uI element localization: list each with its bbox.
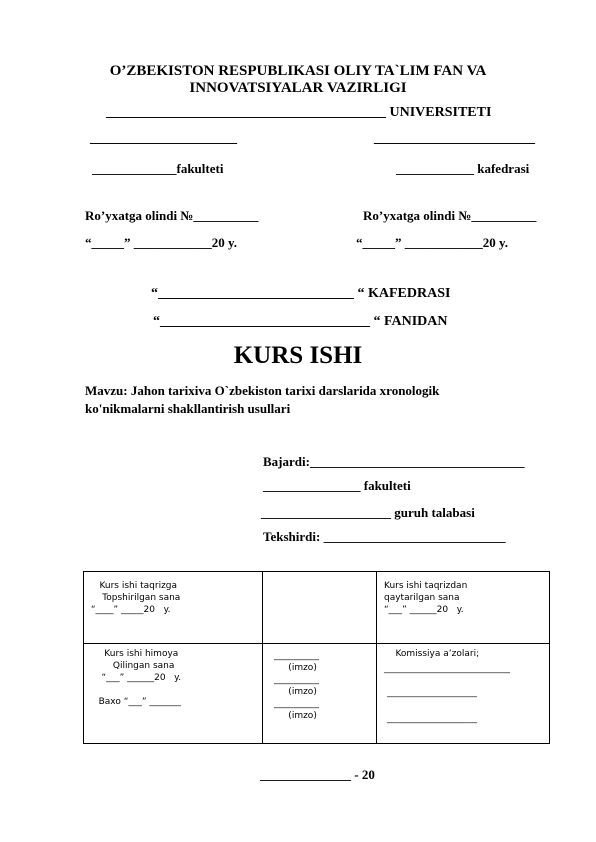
registration-number-right: Ro’yxatga olindi №__________: [363, 208, 537, 223]
page-footer: ______________ - 20: [260, 767, 375, 782]
guruh-line: ____________________ guruh talabasi: [261, 505, 475, 520]
topic-line-2: ko'nikmalarni shakllantirish usullari: [85, 401, 291, 416]
document-title: KURS ISHI: [233, 342, 363, 369]
signature-cell: __________ (imzo) __________ (imzo) __________ (imzo): [274, 651, 319, 721]
fan-line: “______________________________ “ FANIDAN: [153, 314, 448, 329]
department-line: ____________ kafedrasi: [396, 161, 530, 176]
registration-number-left: Ro’yxatga olindi №__________: [85, 208, 259, 223]
faculty-line: _____________fakulteti: [92, 161, 224, 176]
defense-cell: Kurs ishi himoya Qilingan sana “___” ______20 y. Baxo “___” _______: [98, 649, 182, 707]
table-row-divider: [84, 643, 549, 644]
signature-table: [83, 571, 550, 744]
blank-line-left: _____________________: [90, 131, 237, 146]
topic-line-1: Mavzu: Jahon tarixiva O`zbekiston tarixi darslarida xronologik: [85, 383, 440, 398]
ministry-line-1: O’ZBEKISTON RESPUBLIKASI OLIY TA`LIM FAN VA: [109, 63, 487, 79]
kafedra-line: “____________________________ “ KAFEDRASI: [151, 286, 451, 301]
ministry-line-2: INNOVATSIYALAR VAZIRLIGI: [189, 80, 407, 96]
commission-line-2: ____________________: [387, 688, 477, 698]
bajardi-line: Bajardi:_________________________________: [263, 454, 525, 469]
blank-line-right: _______________________: [374, 131, 535, 146]
registration-date-right: “_____” ____________20 y.: [356, 235, 509, 250]
commission-line-1: ____________________________: [384, 664, 510, 674]
review-submitted-cell: Kurs ishi taqrizga Topshirilgan sana “____” _____20 y.: [90, 581, 181, 615]
university-line: ________________________________________ UNIVERSITETI: [106, 105, 492, 120]
commission-title: Komissiya a’zolari;: [384, 649, 480, 659]
fakulteti-line: _______________ fakulteti: [263, 478, 411, 493]
table-divider-1: [262, 572, 263, 743]
tekshirdi-line: Tekshirdi: ____________________________: [263, 529, 506, 544]
table-divider-2: [376, 572, 377, 743]
commission-line-3: ____________________: [387, 714, 477, 724]
review-returned-cell: Kurs ishi taqrizdan qaytarilgan sana “___” ______20 y.: [384, 581, 468, 615]
registration-date-left: “_____” ____________20 y.: [85, 235, 238, 250]
